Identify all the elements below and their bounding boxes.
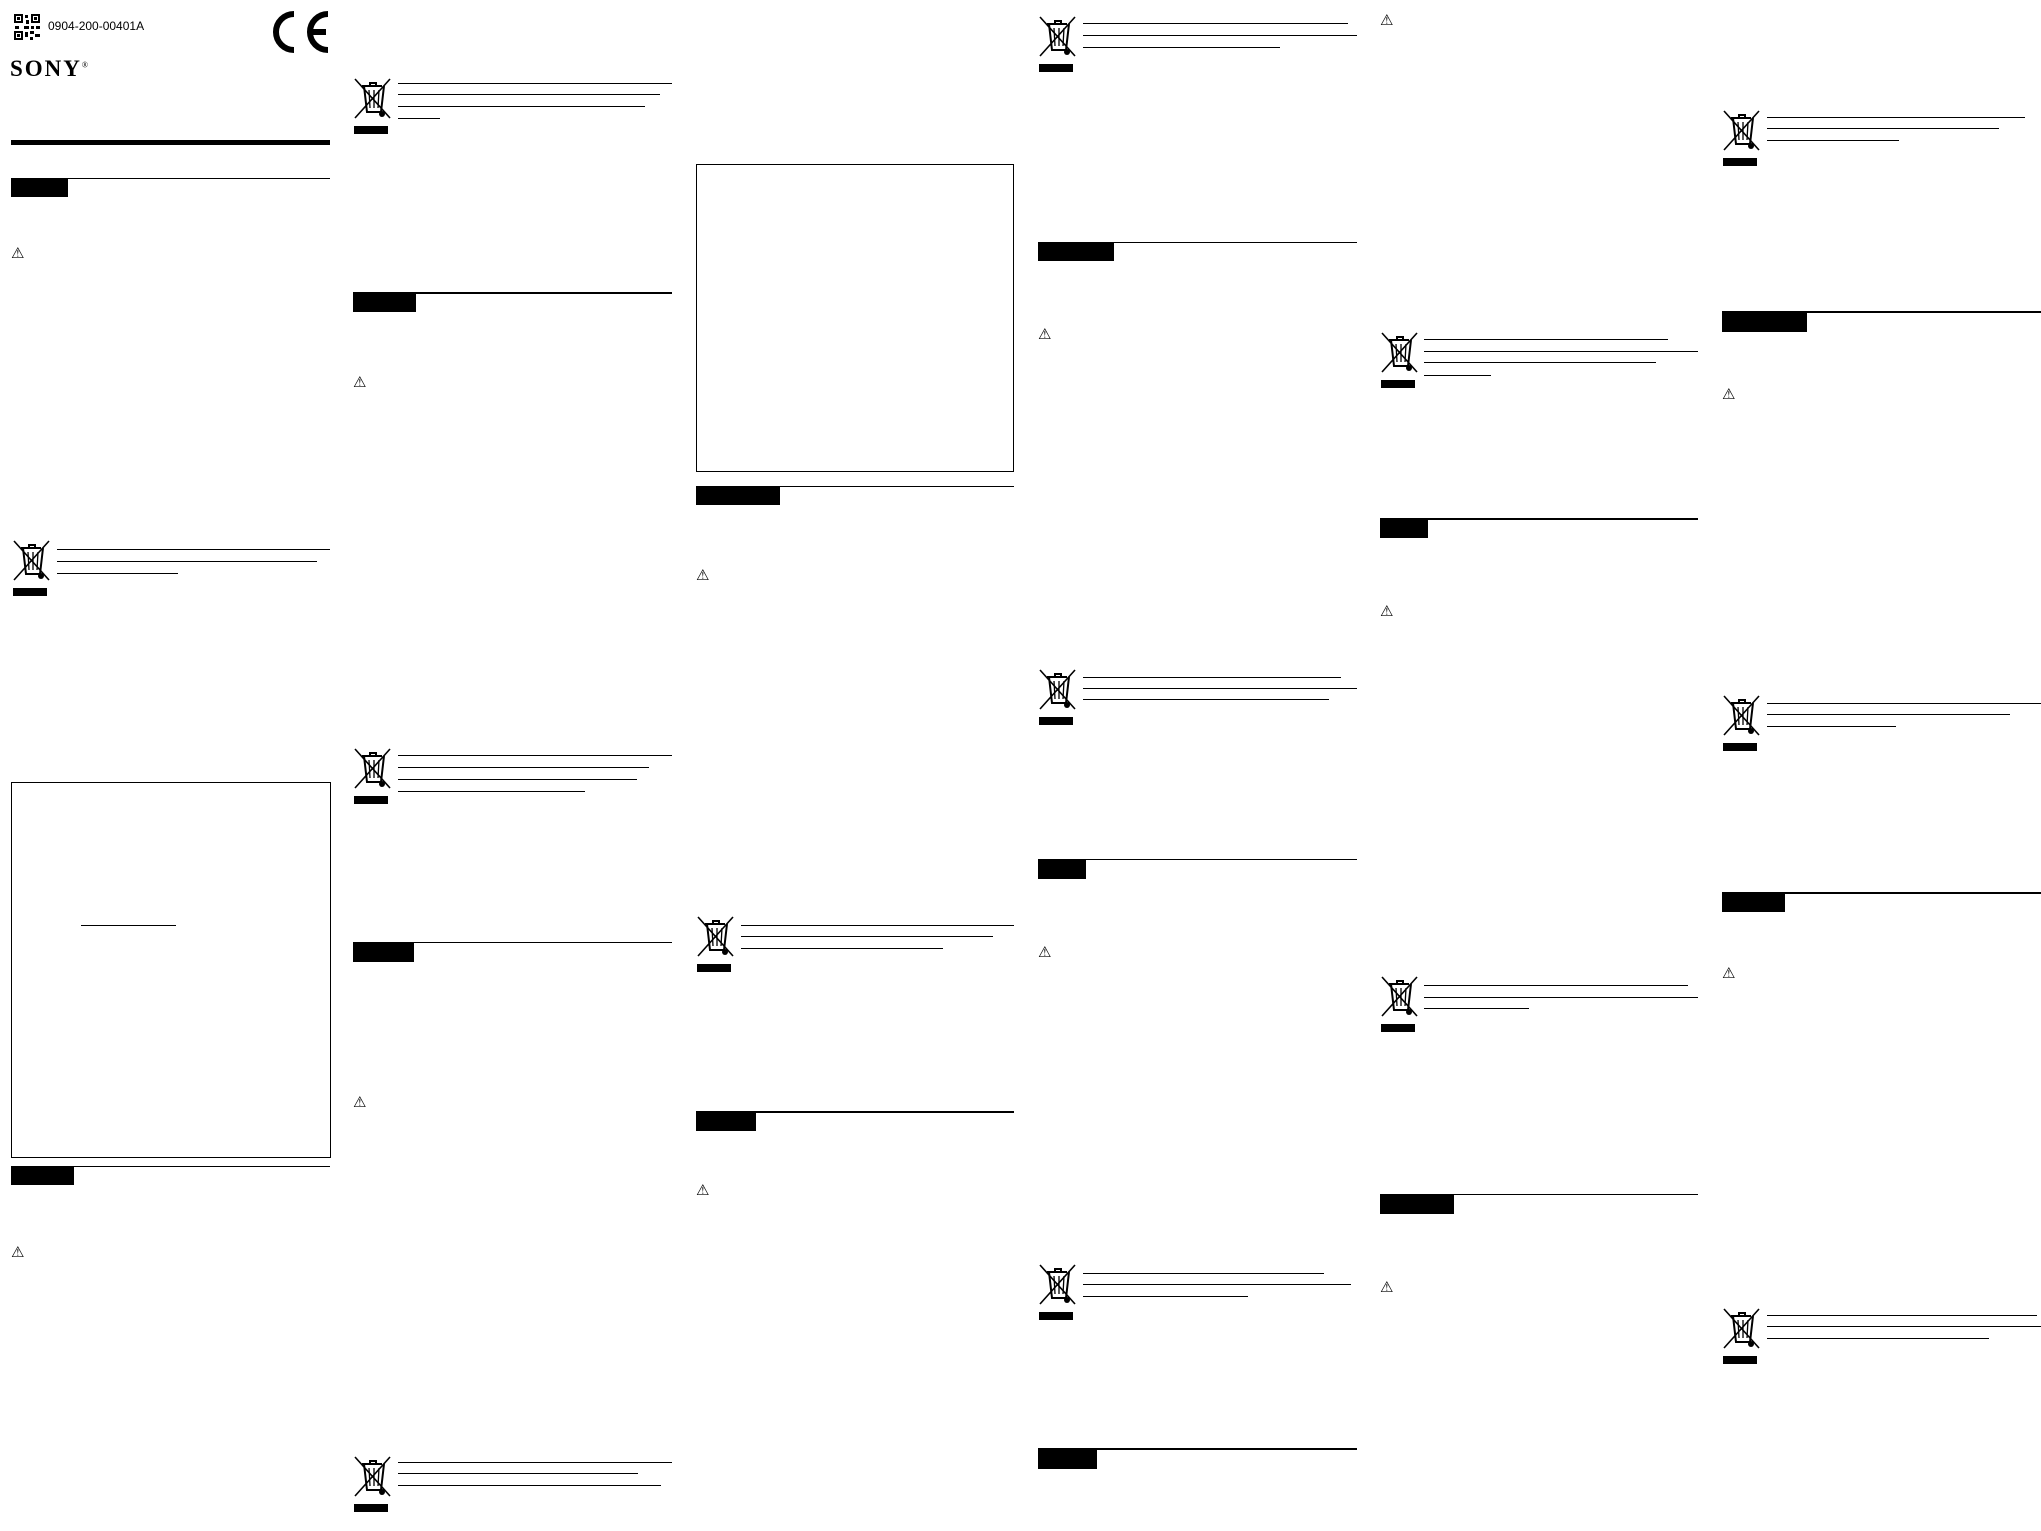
crossed-out-wheelie-bin-icon: [1721, 1306, 1765, 1364]
crossed-out-wheelie-bin-icon: [695, 914, 739, 972]
text-rule: [1083, 35, 1357, 36]
text-rule: [1767, 1326, 2041, 1327]
crossed-out-wheelie-bin-icon: [1379, 330, 1423, 388]
warning-icon: ⚠: [1380, 602, 1394, 620]
text-rule: [398, 755, 672, 756]
text-rule: [57, 561, 317, 562]
text-rule: [1424, 375, 1491, 376]
header-thick-rule: [11, 140, 330, 145]
registered-mark: ®: [81, 60, 88, 70]
text-rule: [1424, 997, 1698, 998]
text-rule: [1083, 1296, 1248, 1297]
warning-icon: ⚠: [1038, 325, 1052, 343]
text-rule: [1767, 1315, 2037, 1316]
warning-icon: ⚠: [1038, 943, 1052, 961]
crossed-out-wheelie-bin-icon: [1721, 693, 1765, 751]
crossed-out-wheelie-bin-icon: [1037, 667, 1081, 725]
language-tab: [1380, 520, 1428, 538]
qr-code-icon: [14, 14, 40, 40]
text-rule: [1083, 1273, 1324, 1274]
text-rule: [1083, 677, 1341, 678]
sony-logo: [10, 56, 88, 82]
language-tab: [1038, 860, 1086, 879]
warning-icon: ⚠: [1722, 385, 1736, 403]
warning-icon: ⚠: [1380, 1278, 1394, 1296]
text-rule: [741, 948, 943, 949]
language-tab: [1380, 1195, 1454, 1214]
text-rule: [1424, 339, 1668, 340]
warning-icon: ⚠: [696, 1181, 710, 1199]
text-rule: [1767, 128, 1999, 129]
text-rule: [398, 767, 649, 768]
text-rule: [398, 779, 637, 780]
language-tab: [1722, 313, 1807, 332]
text-rule: [1424, 985, 1688, 986]
text-rule: [1083, 47, 1280, 48]
text-rule: [1083, 699, 1329, 700]
language-tab: [1038, 1450, 1097, 1469]
text-rule: [398, 83, 672, 84]
crossed-out-wheelie-bin-icon: [1379, 974, 1423, 1032]
text-rule: [741, 936, 993, 937]
text-rule: [1767, 117, 2025, 118]
text-rule: [57, 549, 330, 550]
text-rule: [1083, 1284, 1351, 1285]
text-rule: [1424, 1008, 1529, 1009]
text-rule: [741, 925, 1014, 926]
warning-icon: ⚠: [696, 566, 710, 584]
text-rule: [1767, 726, 1896, 727]
text-rule: [1767, 140, 1899, 141]
text-rule: [398, 1462, 672, 1463]
text-rule: [81, 925, 176, 926]
text-rule: [398, 1473, 638, 1474]
part-number: 0904-200-00401A: [48, 19, 145, 33]
ce-mark: [268, 8, 334, 56]
framed-box: [696, 164, 1014, 472]
text-rule: [1767, 703, 2041, 704]
text-rule: [1424, 362, 1656, 363]
text-rule: [398, 1485, 661, 1486]
warning-icon: ⚠: [353, 373, 367, 391]
text-rule: [1767, 714, 2010, 715]
crossed-out-wheelie-bin-icon: [352, 1454, 396, 1512]
language-tab: [1038, 243, 1114, 261]
text-rule: [1767, 1338, 1989, 1339]
text-rule: [398, 791, 585, 792]
warning-icon: ⚠: [1722, 964, 1736, 982]
language-tab: [696, 1113, 756, 1131]
text-rule: [398, 94, 660, 95]
crossed-out-wheelie-bin-icon: [1037, 14, 1081, 72]
text-rule: [1083, 23, 1348, 24]
text-rule: [398, 118, 440, 119]
language-tab: [1722, 894, 1785, 912]
warning-icon: ⚠: [11, 244, 25, 262]
warning-icon: ⚠: [11, 1243, 25, 1261]
text-rule: [57, 573, 178, 574]
warning-icon: ⚠: [1380, 11, 1394, 29]
brand-name: SONY: [10, 56, 82, 81]
language-tab: [353, 294, 416, 312]
warning-icon: ⚠: [353, 1093, 367, 1111]
language-tab: [11, 179, 68, 197]
crossed-out-wheelie-bin-icon: [11, 538, 55, 596]
text-rule: [1424, 351, 1698, 352]
language-tab: [353, 943, 414, 962]
text-rule: [1083, 688, 1357, 689]
language-tab: [696, 487, 780, 505]
crossed-out-wheelie-bin-icon: [1037, 1262, 1081, 1320]
language-tab: [11, 1167, 74, 1185]
crossed-out-wheelie-bin-icon: [352, 76, 396, 134]
text-rule: [398, 106, 645, 107]
crossed-out-wheelie-bin-icon: [352, 746, 396, 804]
framed-box: [11, 782, 331, 1158]
crossed-out-wheelie-bin-icon: [1721, 108, 1765, 166]
